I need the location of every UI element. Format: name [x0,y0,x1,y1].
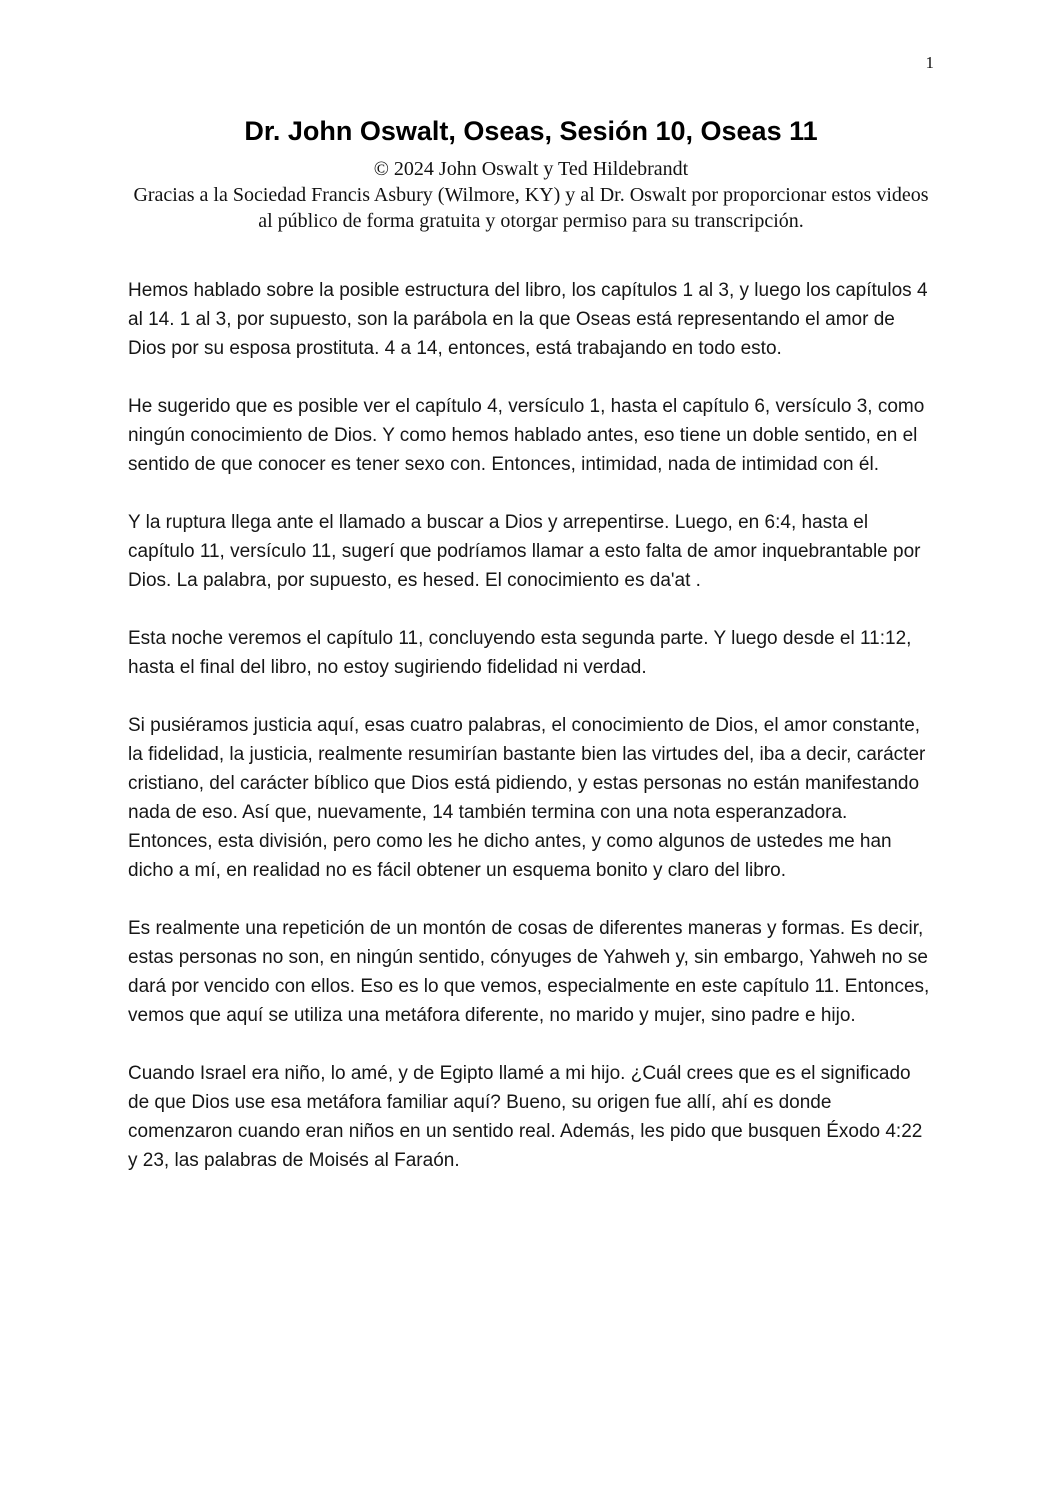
page-number: 1 [925,53,934,72]
transcript-paragraph-6: Es realmente una repetición de un montón de cosas de diferentes maneras y formas. Es decir, estas personas no son, en ningún sentido, cónyuges de Yahweh y, sin embargo, Yahweh no se dará por vencido con ellos. Eso es lo que vemos, especialmente en este capítulo 11. Entonces, vemos que aquí se utiliza una metáfora diferente, no marido y mujer, sino padre e hijo. [128,918,930,1026]
attribution-text: Gracias a la Sociedad Francis Asbury (Wilmore, KY) y al Dr. Oswalt por proporcionar estos videos al público de forma gratuita y otorgar permiso para su transcripción. [133,184,929,232]
transcript-paragraph-3: Y la ruptura llega ante el llamado a buscar a Dios y arrepentirse. Luego, en 6:4, hasta el capítulo 11, versículo 11, sugerí que podríamos llamar a esto falta de amor inquebrantable por Dios. La palabra, por supuesto, es hesed. El conocimiento es da'at . [128,512,921,591]
document-title: Dr. John Oswalt, Oseas, Sesión 10, Oseas 11 [244,116,818,146]
transcript-paragraph-1: Hemos hablado sobre la posible estructura del libro, los capítulos 1 al 3, y luego los capítulos 4 al 14. 1 al 3, por supuesto, son la parábola en la que Oseas está representando el amor de Dios por su esposa prostituta. 4 a 14, entonces, está trabajando en todo esto. [128,280,928,359]
transcript-paragraph-7: Cuando Israel era niño, lo amé, y de Egipto llamé a mi hijo. ¿Cuál crees que es el significado de que Dios use esa metáfora familiar aquí? Bueno, su origen fue allí, ahí es donde comenzaron cuando eran niños en un sentido real. Además, les pido que busquen Éxodo 4:22 y 23, las palabras de Moisés al Faraón. [128,1063,923,1171]
transcript-body [128,276,934,1175]
transcript-paragraph-5: Si pusiéramos justicia aquí, esas cuatro palabras, el conocimiento de Dios, el amor constante, la fidelidad, la justicia, realmente resumirían bastante bien las virtudes del, iba a decir, carácter cristiano, del carácter bíblico que Dios está pidiendo, y estas personas no están manifestando nada de eso. Así que, nuevamente, 14 también termina con una nota esperanzadora. Entonces, esta división, pero como les he dicho antes, y como algunos de ustedes me han dicho a mí, en realidad no es fácil obtener un esquema bonito y claro del libro. [128,715,926,881]
copyright-line: © 2024 John Oswalt y Ted Hildebrandt [373,158,689,180]
transcript-paragraph-4: Esta noche veremos el capítulo 11, concluyendo esta segunda parte. Y luego desde el 11:12, hasta el final del libro, no estoy sugiriendo fidelidad ni verdad. [128,628,912,678]
transcript-paragraph-2: He sugerido que es posible ver el capítulo 4, versículo 1, hasta el capítulo 6, versículo 3, como ningún conocimiento de Dios. Y como hemos hablado antes, eso tiene un doble sentido, en el sentido de que conocer es tener sexo con. Entonces, intimidad, nada de intimidad con él. [128,396,925,475]
document-subheader [128,156,934,234]
